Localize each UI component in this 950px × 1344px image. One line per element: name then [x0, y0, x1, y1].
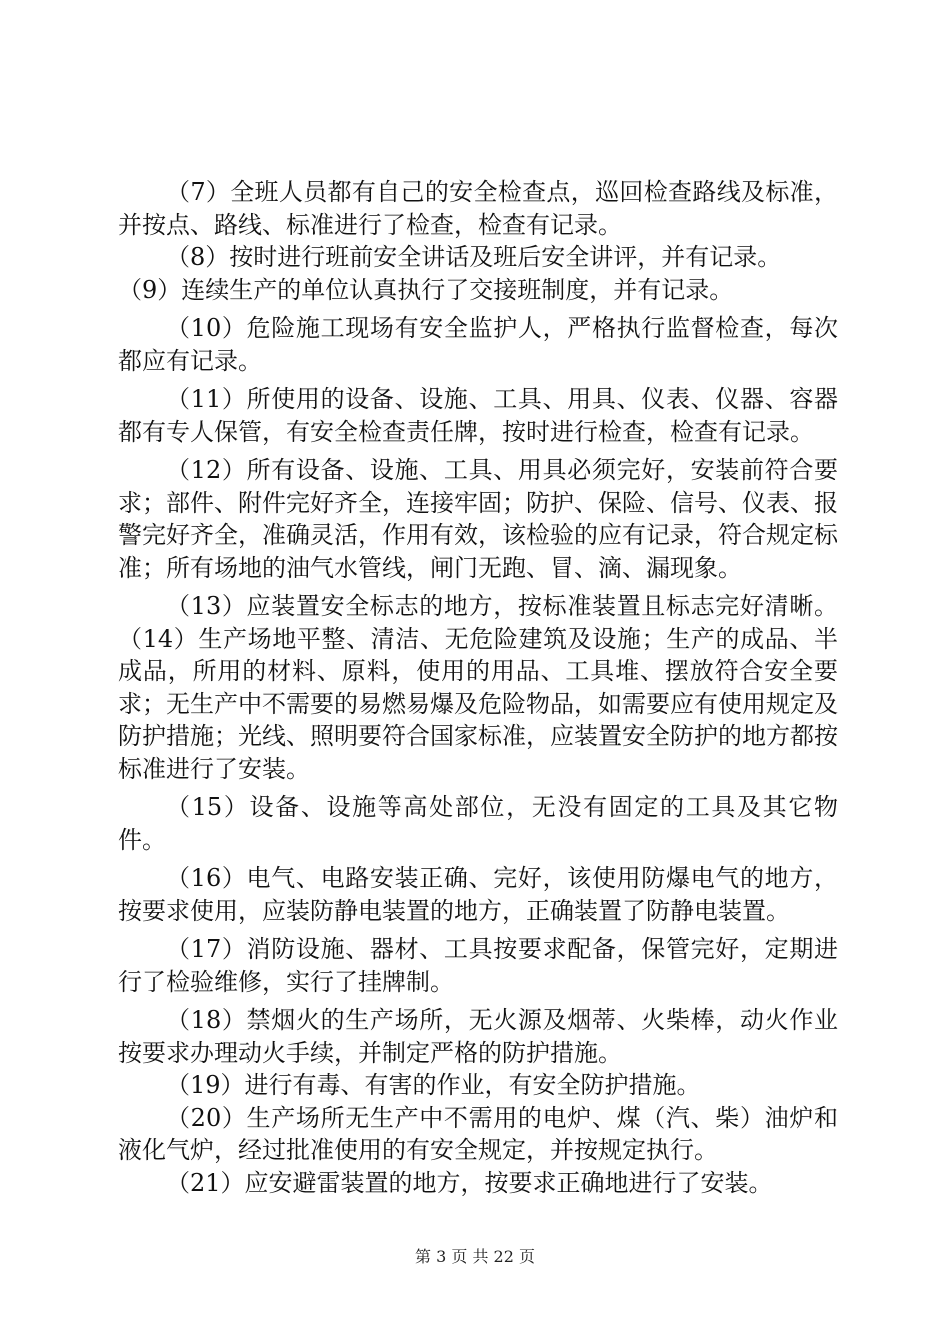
paragraph-item-19: （19）进行有毒、有害的作业，有安全防护措施。: [166, 1071, 701, 1099]
paragraph-item-20: （20）生产场所无生产中不需用的电炉、煤（汽、柴）油炉和液化气炉，经过批准使用的有安全规定，并按规定执行。: [118, 1103, 838, 1164]
paragraph-item-8: （8）按时进行班前安全讲话及班后安全讲评，并有记录。: [166, 243, 782, 271]
page-footer: 第 3 页 共 22 页: [415, 1247, 535, 1266]
paragraph-item-17: （17）消防设施、器材、工具按要求配备，保管完好，定期进行了检验维修，实行了挂牌制。: [118, 935, 838, 996]
paragraph-item-10: （10）危险施工现场有安全监护人，严格执行监督检查，每次都应有记录。: [118, 314, 838, 375]
paragraph-item-9: （9）连续生产的单位认真执行了交接班制度，并有记录。: [118, 275, 734, 304]
paragraph-item-13-14: （13）应装置安全标志的地方，按标准装置且标志完好清晰。（14）生产场地平整、清洁、无危险建筑及设施；生产的成品、半成品，所用的材料、原料，使用的用品、工具堆、摆放符合安全要求；无生产中不需要的易燃易爆及危险物品，如需要应有使用规定及防护措施；光线、照明要符合国家标准，应装置安全防护的地方都按标准进行了安装。: [118, 592, 838, 783]
paragraph-item-15: （15）设备、设施等高处部位，无没有固定的工具及其它物件。: [118, 793, 838, 854]
paragraph-item-21: （21）应安避雷装置的地方，按要求正确地进行了安装。: [166, 1168, 773, 1197]
paragraph-item-12: （12）所有设备、设施、工具、用具必须完好，安装前符合要求；部件、附件完好齐全，连接牢固；防护、保险、信号、仪表、报警完好齐全，准确灵活，作用有效，该检验的应有记录，符合规定标准；所有场地的油气水管线，闸门无跑、冒、滴、漏现象。: [118, 456, 838, 582]
paragraph-item-11: （11）所使用的设备、设施、工具、用具、仪表、仪器、容器都有专人保管，有安全检查责任牌，按时进行检查，检查有记录。: [118, 385, 838, 446]
paragraph-item-7: （7）全班人员都有自己的安全检查点，巡回检查路线及标准，并按点、路线、标准进行了检查，检查有记录。: [118, 178, 838, 239]
paragraph-item-18: （18）禁烟火的生产场所，无火源及烟蒂、火柴棒，动火作业按要求办理动火手续，并制定严格的防护措施。: [118, 1006, 838, 1067]
document-body: [118, 176, 838, 1199]
paragraph-item-16: （16）电气、电路安装正确、完好，该使用防爆电气的地方，按要求使用，应装防静电装置的地方，正确装置了防静电装置。: [118, 864, 838, 925]
